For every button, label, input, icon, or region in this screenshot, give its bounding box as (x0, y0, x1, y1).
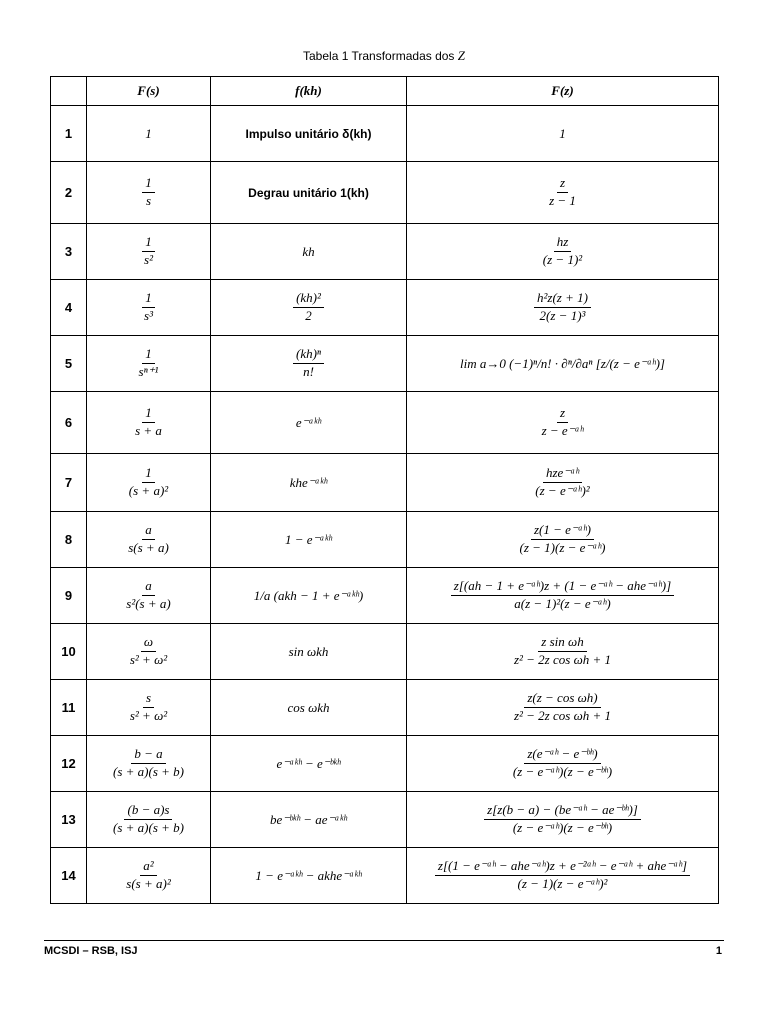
table-row (51, 162, 719, 224)
denominator: 2 (305, 308, 312, 323)
denominator: s + a (135, 423, 162, 438)
numerator: hze⁻ᵃʰ (543, 466, 582, 483)
denominator: z² − 2z cos ωh + 1 (513, 652, 612, 667)
time-domain-cell (211, 106, 407, 162)
time-domain-cell (211, 624, 407, 680)
expression: Impulso unitário δ(kh) (245, 126, 372, 141)
numerator: z[(ah − 1 + e⁻ᵃʰ)z + (1 − e⁻ᵃʰ − ahe⁻ᵃʰ)] (451, 579, 674, 596)
expression: 1 (145, 125, 152, 141)
numerator: z(1 − e⁻ᵃʰ) (531, 523, 594, 540)
numerator: a² (140, 859, 156, 876)
row-number: 10 (51, 624, 87, 680)
laplace-cell (87, 454, 211, 512)
numerator: b − a (131, 747, 165, 764)
page-number: 1 (715, 945, 722, 957)
numerator: a (142, 579, 155, 596)
denominator: s² (144, 252, 153, 267)
row-number: 14 (51, 848, 87, 904)
fraction (435, 859, 690, 892)
denominator: s(s + a) (128, 540, 169, 555)
denominator: z² − 2z cos ωh + 1 (513, 708, 612, 723)
numerator: h²z(z + 1) (534, 291, 591, 308)
row-number: 8 (51, 512, 87, 568)
table-row (51, 624, 719, 680)
z-transform-cell (407, 848, 719, 904)
denominator: s (145, 193, 152, 208)
laplace-cell (87, 848, 211, 904)
expression: sin ωkh (288, 643, 329, 659)
numerator: s (143, 691, 154, 708)
laplace-cell (87, 792, 211, 848)
numerator: z[z(b − a) − (be⁻ᵃʰ − ae⁻ᵇʰ)] (484, 803, 641, 820)
row-number: 12 (51, 736, 87, 792)
denominator: (z − 1)(z − e⁻ᵃʰ) (519, 540, 606, 555)
denominator: s² + ω² (129, 708, 168, 723)
numerator: 1 (142, 347, 155, 364)
row-number: 11 (51, 680, 87, 736)
fraction (546, 176, 579, 209)
fraction (539, 406, 587, 439)
denominator: z − 1 (549, 193, 576, 208)
numerator: 1 (142, 466, 155, 483)
z-transform-cell (407, 454, 719, 512)
expression: 1/a (akh − 1 + e⁻ᵃᵏʰ) (253, 587, 364, 603)
z-transform-cell (407, 280, 719, 336)
numerator: 1 (142, 176, 155, 193)
denominator: n! (303, 364, 314, 379)
fraction (136, 347, 162, 380)
table-row (51, 568, 719, 624)
denominator: s² + ω² (129, 652, 168, 667)
laplace-cell (87, 624, 211, 680)
table-row (51, 848, 719, 904)
numerator: z(z − cos ωh) (524, 691, 600, 708)
row-number: 7 (51, 454, 87, 512)
z-transform-cell (407, 736, 719, 792)
time-domain-cell (211, 680, 407, 736)
table-row (51, 736, 719, 792)
row-number: 9 (51, 568, 87, 624)
fraction (110, 803, 187, 836)
row-number: 2 (51, 162, 87, 224)
row-number: 1 (51, 106, 87, 162)
header-laplace: F(s) (87, 77, 211, 106)
table-header-row (51, 77, 719, 106)
expression: 1 − e⁻ᵃᵏʰ − akhe⁻ᵃᵏʰ (255, 867, 362, 883)
fraction (534, 291, 591, 324)
numerator: (kh)² (293, 291, 324, 308)
numerator: 1 (142, 291, 155, 308)
fraction (484, 803, 641, 836)
laplace-cell (87, 512, 211, 568)
table-body (51, 106, 719, 904)
table-row (51, 392, 719, 454)
time-domain-cell (211, 512, 407, 568)
denominator: a(z − 1)²(z − e⁻ᵃʰ) (514, 596, 611, 611)
table-row (51, 336, 719, 392)
laplace-cell (87, 224, 211, 280)
z-transform-cell (407, 162, 719, 224)
denominator: 2(z − 1)³ (539, 308, 586, 323)
time-domain-cell (211, 568, 407, 624)
denominator: (s + a)(s + b) (113, 820, 184, 835)
fraction (126, 466, 171, 499)
expression: khe⁻ᵃᵏʰ (289, 474, 328, 490)
numerator: z(e⁻ᵃʰ − e⁻ᵇʰ) (524, 747, 600, 764)
table-row (51, 224, 719, 280)
expression: 1 (559, 125, 566, 141)
table-row (51, 454, 719, 512)
row-number: 6 (51, 392, 87, 454)
row-number: 5 (51, 336, 87, 392)
numerator: (b − a)s (124, 803, 172, 820)
numerator: z sin ωh (538, 635, 586, 652)
time-domain-cell (211, 280, 407, 336)
fraction (132, 406, 165, 439)
fraction (293, 347, 324, 380)
title-prefix: Tabela 1 Transformadas dos (303, 49, 455, 63)
laplace-cell (87, 336, 211, 392)
laplace-cell (87, 106, 211, 162)
fraction (540, 235, 585, 268)
z-transform-cell (407, 106, 719, 162)
fraction (532, 466, 592, 499)
denominator: s²(s + a) (126, 596, 171, 611)
expression: be⁻ᵇᵏʰ − ae⁻ᵃᵏʰ (270, 811, 347, 827)
denominator: (z − e⁻ᵃʰ)² (535, 483, 590, 498)
laplace-cell (87, 680, 211, 736)
expression: kh (302, 243, 315, 259)
numerator: hz (554, 235, 572, 252)
time-domain-cell (211, 454, 407, 512)
z-transform-cell (407, 512, 719, 568)
expression: 1 − e⁻ᵃᵏʰ (285, 531, 332, 547)
fraction (142, 176, 155, 209)
denominator: (z − e⁻ᵃʰ)(z − e⁻ᵇʰ) (512, 764, 613, 779)
numerator: z (557, 406, 568, 423)
numerator: z[(1 − e⁻ᵃʰ − ahe⁻ᵃʰ)z + e⁻²ᵃʰ − e⁻ᵃʰ + ahe⁻ᵃʰ] (435, 859, 690, 876)
table-row (51, 512, 719, 568)
numerator: 1 (142, 406, 155, 423)
time-domain-cell (211, 736, 407, 792)
fraction (123, 579, 173, 612)
numerator: ω (141, 635, 156, 652)
fraction (510, 747, 615, 780)
z-transform-cell (407, 568, 719, 624)
fraction (451, 579, 674, 612)
z-transform-cell (407, 680, 719, 736)
expression: e⁻ᵃᵏʰ (295, 414, 322, 430)
z-transform-cell (407, 792, 719, 848)
time-domain-cell (211, 224, 407, 280)
expression: e⁻ᵃᵏʰ − e⁻ᵇᵏʰ (276, 755, 341, 771)
title-variable: Z (457, 48, 465, 63)
laplace-cell (87, 280, 211, 336)
time-domain-cell (211, 848, 407, 904)
footer-left-text: MCSDI – RSB, ISJ (44, 945, 138, 957)
row-number: 4 (51, 280, 87, 336)
fraction (511, 635, 614, 668)
z-transform-cell (407, 336, 719, 392)
time-domain-cell (211, 336, 407, 392)
numerator: 1 (142, 235, 155, 252)
expression: lim a→0 (−1)ⁿ/n! · ∂ⁿ/∂aⁿ [z/(z − e⁻ᵃʰ)] (459, 355, 665, 371)
fraction (293, 291, 324, 324)
table-row (51, 280, 719, 336)
denominator: s(s + a)² (126, 876, 171, 891)
denominator: (s + a)² (128, 483, 169, 498)
laplace-cell (87, 392, 211, 454)
denominator: (z − 1)(z − e⁻ᵃʰ)² (517, 876, 608, 891)
table-row (51, 106, 719, 162)
fraction (125, 523, 172, 556)
z-transform-table (50, 76, 719, 904)
header-time-domain: f(kh) (211, 77, 407, 106)
numerator: (kh)ⁿ (293, 347, 324, 364)
laplace-cell (87, 736, 211, 792)
denominator: (z − e⁻ᵃʰ)(z − e⁻ᵇʰ) (512, 820, 613, 835)
fraction (123, 859, 173, 892)
fraction (141, 291, 156, 324)
fraction (110, 747, 187, 780)
laplace-cell (87, 568, 211, 624)
row-number: 13 (51, 792, 87, 848)
fraction (141, 235, 156, 268)
page-title (0, 48, 768, 64)
header-z-transform: F(z) (407, 77, 719, 106)
z-transform-cell (407, 392, 719, 454)
time-domain-cell (211, 792, 407, 848)
denominator: (s + a)(s + b) (113, 764, 184, 779)
header-index (51, 77, 87, 106)
footer-divider (44, 940, 724, 941)
z-transform-cell (407, 224, 719, 280)
time-domain-cell (211, 162, 407, 224)
laplace-cell (87, 162, 211, 224)
fraction (511, 691, 614, 724)
numerator: a (142, 523, 155, 540)
z-transform-cell (407, 624, 719, 680)
expression: cos ωkh (287, 699, 330, 715)
denominator: (z − 1)² (542, 252, 583, 267)
fraction (517, 523, 609, 556)
time-domain-cell (211, 392, 407, 454)
fraction (127, 691, 170, 724)
table-row (51, 680, 719, 736)
table-row (51, 792, 719, 848)
numerator: z (557, 176, 568, 193)
expression: Degrau unitário 1(kh) (248, 185, 369, 200)
denominator: sⁿ⁺¹ (138, 364, 159, 379)
row-number: 3 (51, 224, 87, 280)
denominator: s³ (144, 308, 153, 323)
fraction (127, 635, 170, 668)
denominator: z − e⁻ᵃʰ (541, 423, 584, 438)
